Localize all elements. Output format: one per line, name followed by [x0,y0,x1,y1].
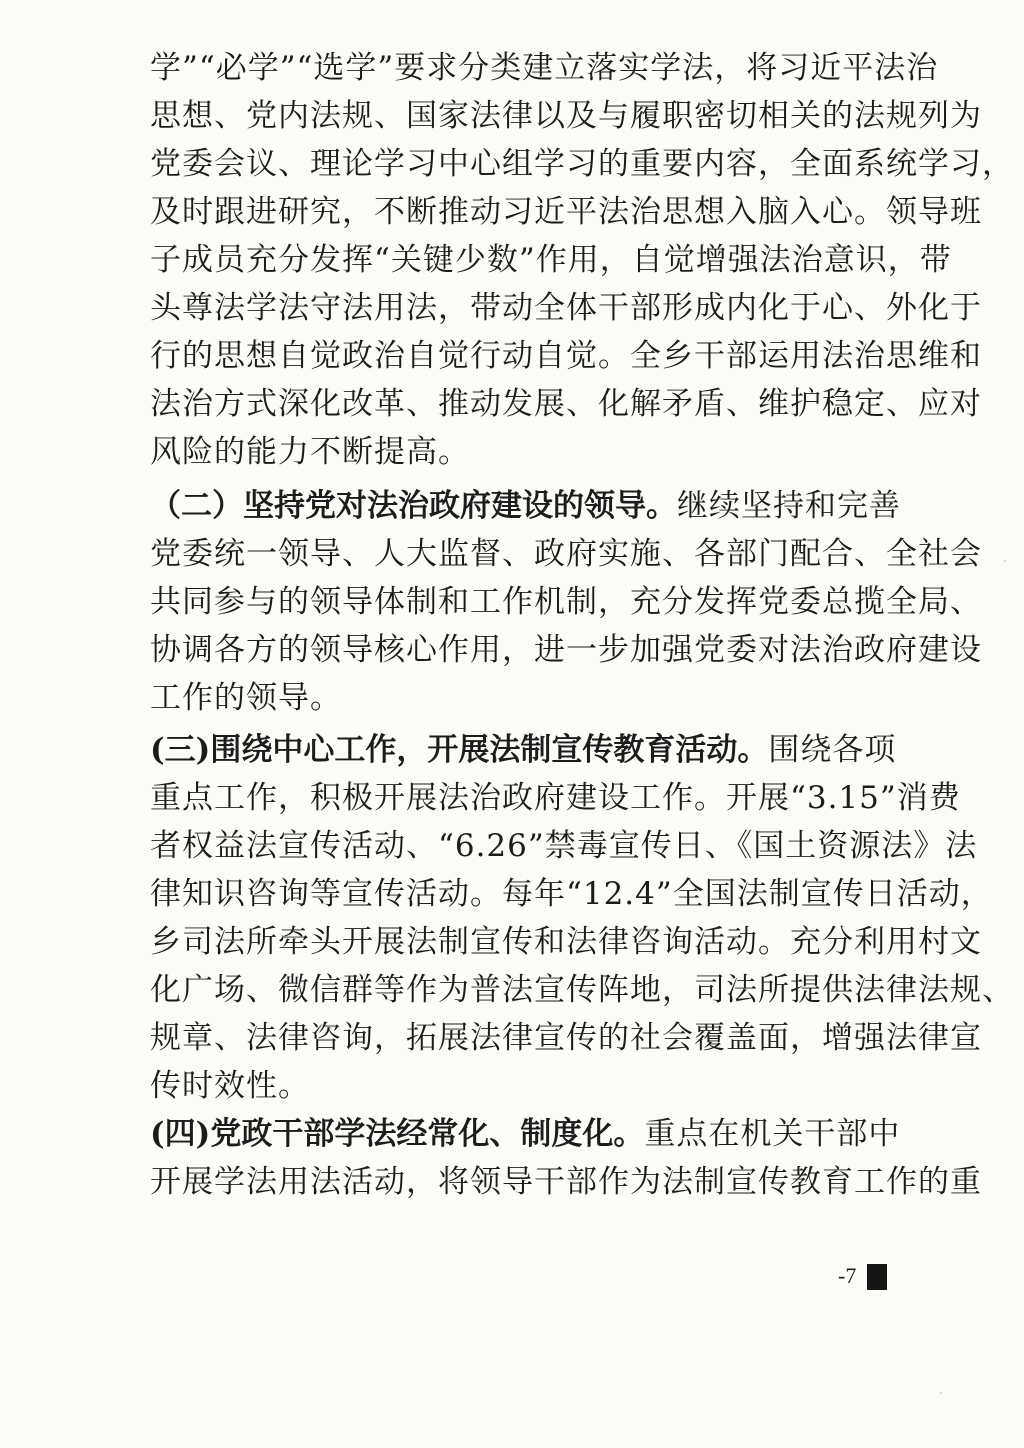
body-line-6: 头尊法学法守法用法，带动全体干部形成内化于心、外化于 [150,290,982,326]
section-2-line: 协调各方的领导核心作用，进一步加强党委对法治政府建设 [150,632,982,668]
body-line-5: 子成员充分发挥“关键少数”作用，自觉增强法治意识，带 [150,242,952,278]
body-line-3: 党委会议、理论学习中心组学习的重要内容，全面系统学习， [150,146,1014,182]
section-2-first-line-text: 继续坚持和完善 [677,488,901,524]
body-line-8: 法治方式深化改革、推动发展、化解矛盾、维护稳定、应对 [150,386,982,422]
section-2-line: 工作的领导。 [150,680,342,716]
scan-speck [1004,560,1006,562]
scan-speck [940,1392,942,1394]
section-3-first-line [150,726,897,774]
section-3-line: 重点工作，积极开展法治政府建设工作。开展“3.15”消费 [150,780,961,816]
body-line-1: 学”“必学”“选学”要求分类建立落实学法，将习近平法治 [150,50,939,86]
section-3-line: 者权益法宣传活动、“6.26”禁毒宣传日、《国土资源法》法 [150,828,978,864]
section-4-heading: (四)党政干部学法经常化、制度化。 [150,1116,645,1152]
body-line-7: 行的思想自觉政治自觉行动自觉。全乡干部运用法治思维和 [150,338,982,374]
section-4-first-line [150,1110,901,1158]
section-2-line: 共同参与的领导体制和工作机制，充分发挥党委总揽全局、 [150,584,982,620]
section-3-heading: (三)围绕中心工作，开展法制宣传教育活动。 [150,732,769,768]
body-line-4: 及时跟进研究，不断推动习近平法治思想入脑入心。领导班 [150,194,982,230]
section-4-first-line-text: 重点在机关干部中 [644,1116,901,1152]
section-4-line: 开展学法用法活动，将领导干部作为法制宣传教育工作的重 [150,1164,982,1200]
section-3-line: 律知识咨询等宣传活动。每年“12.4”全国法制宣传日活动， [150,876,993,912]
section-3-line: 传时效性。 [150,1068,310,1104]
section-2-line: 党委统一领导、人大监督、政府实施、各部门配合、全社会 [150,536,982,572]
page-number-marker [867,1264,887,1290]
section-3-line: 化广场、微信群等作为普法宣传阵地，司法所提供法律法规、 [150,972,1014,1008]
section-3-first-line-text: 围绕各项 [768,732,897,768]
body-line-2: 思想、党内法规、国家法律以及与履职密切相关的法规列为 [150,98,982,134]
page-number: -7 [838,1263,857,1288]
body-line-9: 风险的能力不断提高。 [150,434,470,470]
section-2-heading: （二）坚持党对法治政府建设的领导。 [150,488,677,524]
section-3-line: 规章、法律咨询，拓展法律宣传的社会覆盖面，增强法律宣 [150,1020,982,1056]
section-2-first-line [150,482,901,530]
section-3-line: 乡司法所牵头开展法制宣传和法律咨询活动。充分利用村文 [150,924,982,960]
